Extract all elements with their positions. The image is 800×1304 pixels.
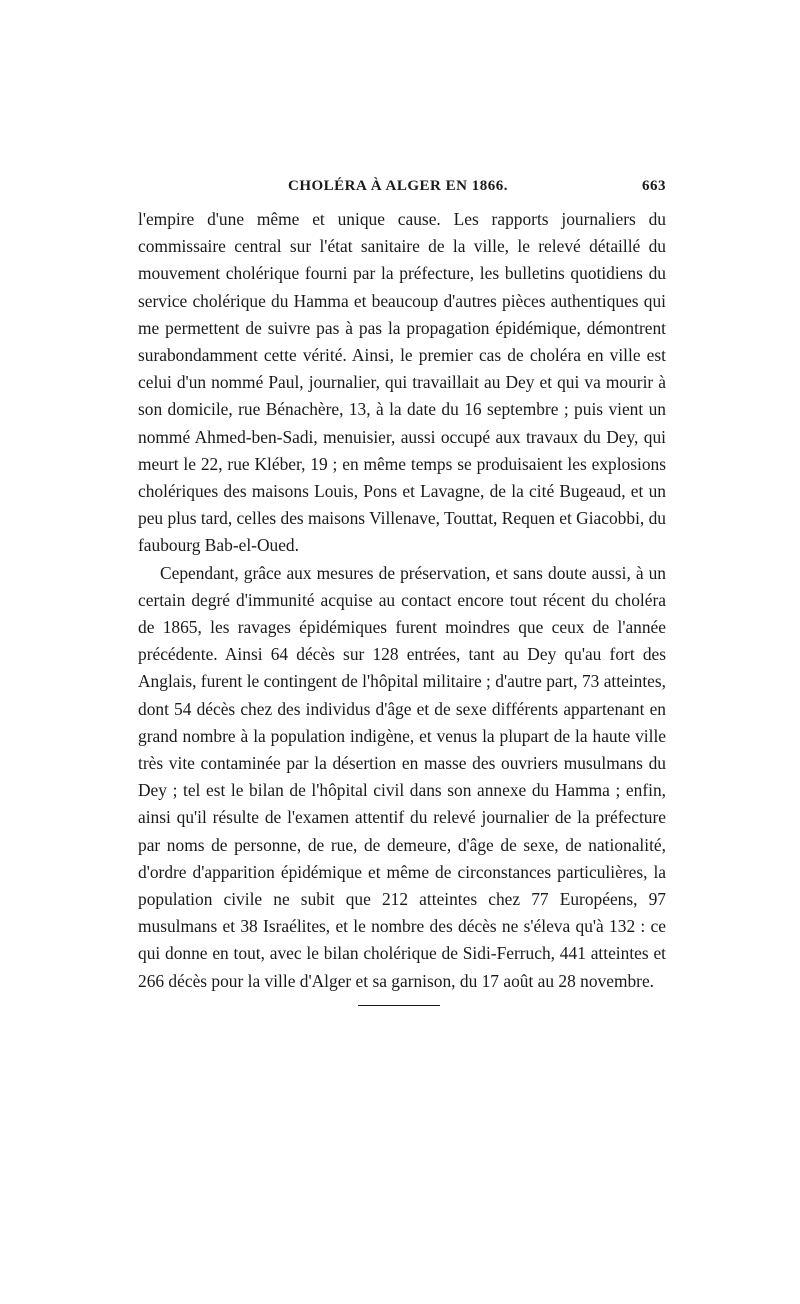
page-number: 663: [642, 178, 666, 194]
running-title: CHOLÉRA À ALGER EN 1866.: [288, 178, 508, 194]
paragraph-1: l'empire d'une même et unique cause. Les rapports journaliers du commissaire central sur l'état sanitaire de la ville, le relevé détaillé du mouvement cholérique fourni par la préfecture, les bulletins quotidiens du service cholérique du Hamma et beaucoup d'autres pièces authentiques qui me permettent de suivre pas à pas la propagation épidémique, démontrent surabondamment cette vérité. Ainsi, le premier cas de choléra en ville est celui d'un nommé Paul, journalier, qui travaillait au Dey et qui va mourir à son domicile, rue Bénachère, 13, à la date du 16 septembre ; puis vient un nommé Ahmed-ben-Sadi, menuisier, aussi occupé aux travaux du Dey, qui meurt le 22, rue Kléber, 19 ; en même temps se produisaient les explosions cholériques des maisons Louis, Pons et Lavagne, de la cité Bugeaud, et un peu plus tard, celles des maisons Villenave, Touttat, Requen et Giacobbi, du faubourg Bab-el-Oued.: [138, 209, 666, 556]
end-rule: [358, 1005, 440, 1006]
book-page: [138, 172, 666, 1006]
running-header: [138, 172, 666, 206]
paragraph-2: Cependant, grâce aux mesures de préservation, et sans doute aussi, à un certain degré d'immunité acquise au contact encore tout récent du choléra de 1865, les ravages épidémiques furent moindres que ceux de l'année précédente. Ainsi 64 décès sur 128 entrées, tant au Dey qu'au fort des Anglais, furent le contingent de l'hôpital militaire ; d'autre part, 73 atteintes, dont 54 décès chez des individus d'âge et de sexe différents appartenant en grand nombre à la population indigène, et venus la plupart de la haute ville très vite contaminée par la désertion en masse des ouvriers musulmans du Dey ; tel est le bilan de l'hôpital civil dans son annexe du Hamma ; enfin, ainsi qu'il résulte de l'examen attentif du relevé journalier de la préfecture par noms de personne, de rue, de demeure, d'âge de sexe, de nationalité, d'ordre d'apparition épidémique et même de circonstances particulières, la population civile ne subit que 212 atteintes chez 77 Européens, 97 musulmans et 38 Israélites, et le nombre des décès ne s'éleva qu'à 132 : ce qui donne en tout, avec le bilan cholérique de Sidi-Ferruch, 441 atteintes et 266 décès pour la ville d'Alger et sa garnison, du 17 août au 28 novembre.: [138, 562, 666, 991]
